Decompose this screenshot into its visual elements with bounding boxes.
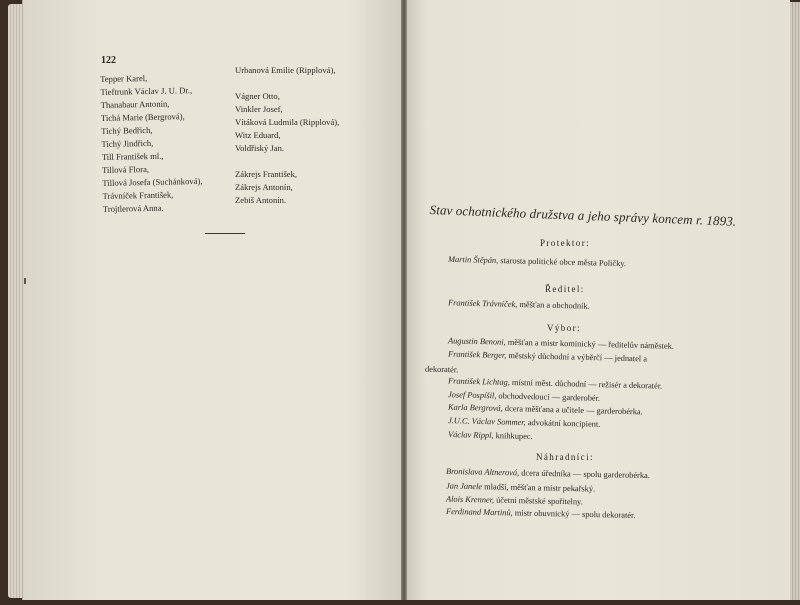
list-item: Trojtlerová Anna.: [102, 202, 164, 214]
list-item: Tieftrunk Václav J. U. Dr.,: [100, 85, 193, 97]
page-number: 122: [101, 55, 116, 66]
section-heading-protektor: Protektor:: [540, 238, 590, 248]
person-description: starosta politické obce města Poličky.: [498, 256, 627, 269]
person-name: Bronislava Altnerová,: [445, 466, 520, 478]
person-description: účetní městské spořitelny.: [493, 495, 583, 507]
list-item: Vinkler Josef,: [235, 104, 283, 114]
person-description: knihkupec.: [493, 431, 533, 442]
person-description: mladší, měšťan a mistr pekařský.: [481, 482, 596, 494]
person-name: Josef Pospíšil,: [447, 390, 497, 401]
left-page: [22, 0, 405, 600]
list-item: Witz Eduard,: [235, 130, 281, 140]
person-name: Václav Rippl,: [447, 429, 494, 441]
list-item: Tichá Marie (Bergrová),: [100, 111, 185, 123]
list-item: Zákrejs Antonín,: [235, 182, 293, 192]
list-item: [425, 365, 458, 375]
list-item: Till František ml.,: [101, 150, 164, 162]
section-heading-reditel: Ředitel:: [545, 284, 585, 294]
person-name: František Berger,: [447, 349, 507, 360]
list-item: Tichý Bedřich,: [101, 124, 153, 136]
person-name: Martin Štěpán,: [447, 254, 499, 266]
list-item: Zebiš Antonín.: [235, 195, 287, 205]
list-item: Tichý Jindřich,: [101, 137, 154, 149]
person-description: advokátní koncipient.: [525, 418, 601, 429]
list-item: Voldřiský Jan.: [235, 143, 285, 153]
list-item: Vítáková Ludmila (Ripplová),: [235, 117, 340, 127]
person-description: obchodvedoucí — garderobér.: [496, 391, 601, 403]
person-name: J.U.C. Václav Sommer,: [447, 416, 526, 428]
book-gutter: [401, 0, 407, 600]
person-name: Augustin Benoni,: [447, 336, 506, 347]
person-description: měšťan a obchodník.: [517, 299, 590, 311]
list-item: Tillová Flora,: [101, 163, 150, 175]
person-description: dcera úředníka — spolu garderobérka.: [519, 468, 650, 481]
section-divider: [205, 233, 245, 234]
person-name: Ferdinand Martinů,: [445, 507, 513, 518]
section-heading-nahradnici: Náhradníci:: [536, 452, 594, 462]
list-item: Zákrejs František,: [235, 169, 298, 179]
list-item: Thanabaur Antonín,: [100, 98, 170, 110]
person-description: městský důchodní a výběrčí — jednatel a: [506, 350, 648, 364]
person-description: dekoratér.: [424, 364, 459, 375]
person-name: Karla Bergrová,: [447, 402, 503, 413]
list-item: Urbanová Emilie (Ripplová),: [235, 65, 336, 75]
page-edges-right: [790, 2, 800, 600]
name-column-2: [235, 64, 339, 207]
name-column-1: [100, 71, 203, 216]
person-name: Jan Janele: [445, 481, 483, 492]
margin-mark: [24, 278, 26, 284]
person-name: František Trávníček,: [447, 298, 518, 309]
person-name: František Lichtag,: [447, 376, 511, 387]
person-description: mistr obuvnický — spolu dekoratér.: [512, 508, 636, 520]
list-item: Tepper Karel,: [100, 73, 148, 84]
page-title: Stav ochotnického družstva a jeho správy koncem r. 1893.: [429, 202, 737, 229]
person-description: dcera měšťana a učitele — garderobérka.: [502, 403, 643, 417]
list-item: Vágner Otto,: [235, 91, 280, 101]
list-item: Trávníček František,: [102, 189, 174, 201]
person-name: Alois Krenner,: [445, 494, 495, 505]
section-heading-vybor: Výbor:: [547, 323, 581, 333]
person-description: měšťan a mistr kominický — ředitelův náměstek.: [505, 337, 675, 351]
list-item: Tillová Josefa (Suchánková),: [102, 175, 203, 188]
person-description: místní měst. důchodní — režisér a dekoratér.: [509, 377, 663, 391]
